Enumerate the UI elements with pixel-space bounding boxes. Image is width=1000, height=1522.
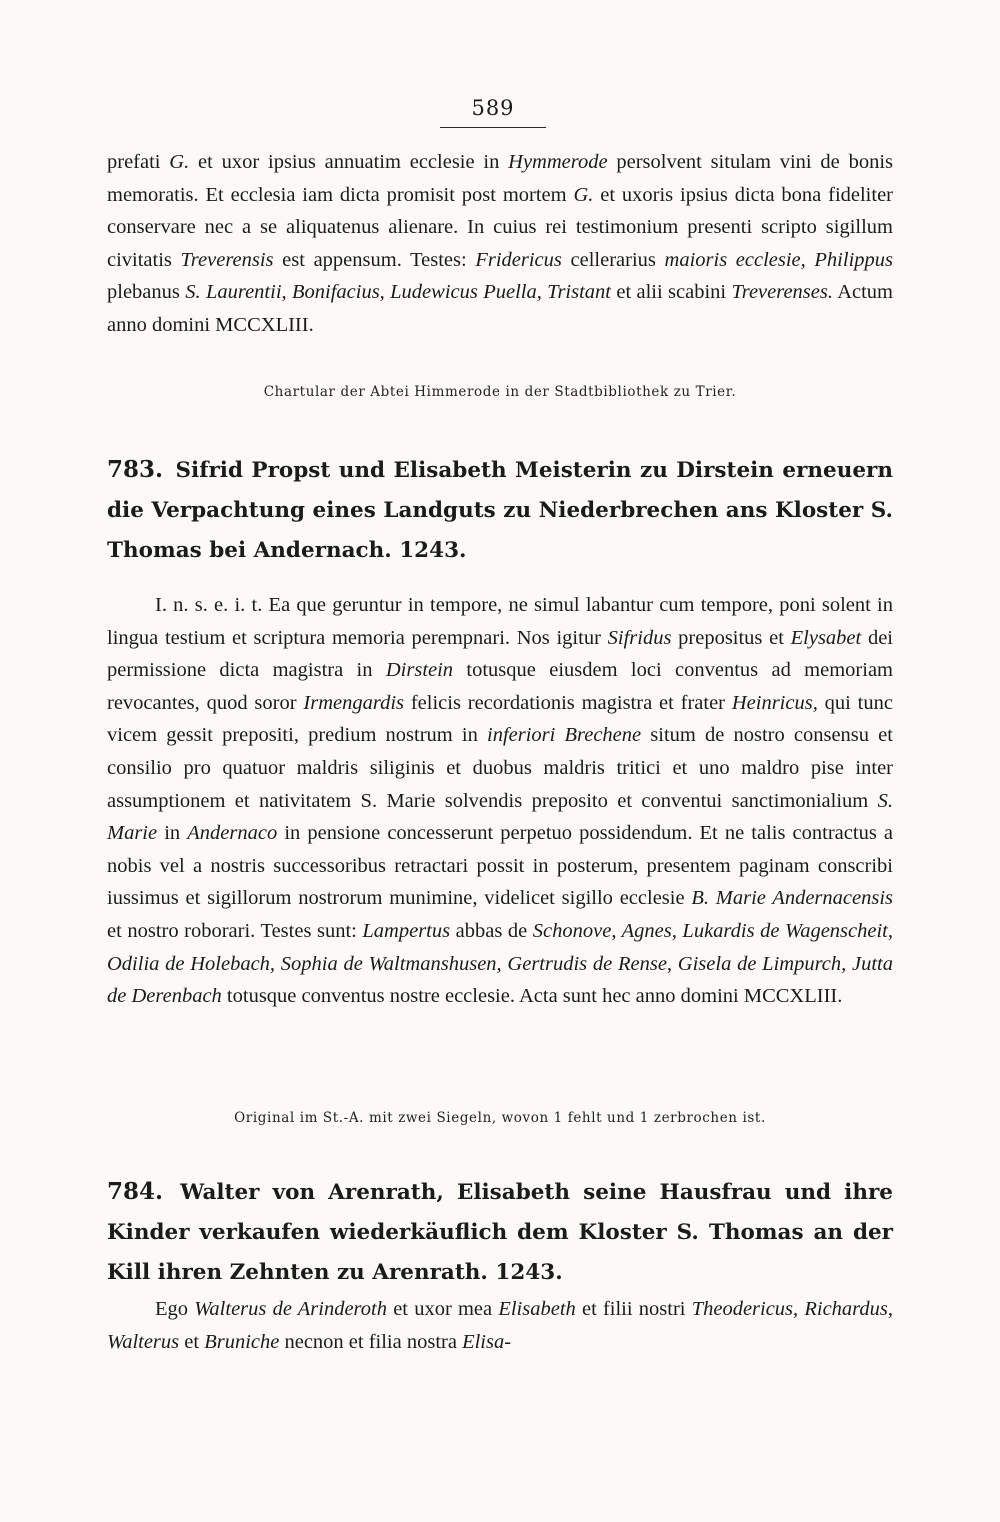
page-number: 589 [471,96,515,120]
document-784-heading [107,1172,893,1293]
document-784-number: 784. [107,1178,164,1205]
page-number-rule [440,127,546,128]
document-783-number: 783. [107,456,164,483]
document-784-title: Walter von Arenrath, Elisabeth seine Hausfrau und ihre Kinder verkaufen wiederkäuflich dem Kloster S. Thomas an der Kill ihren Zehnten zu Arenrath. 1243. [107,1180,893,1285]
document-783-title: Sifrid Propst und Elisabeth Meisterin zu Dirstein erneuern die Verpachtung eines Landguts zu Niederbrechen ans Kloster S. Thomas bei Andernach. 1243. [107,458,893,563]
source-note-original: Original im St.-A. mit zwei Siegeln, wovon 1 fehlt und 1 zerbrochen ist. [234,1110,766,1126]
document-784-body: Ego Walterus de Arinderoth et uxor mea Elisabeth et filii nostri Theodericus, Richardus, Walterus et Bruniche necnon et filia nostra Elisa- [107,1298,894,1353]
document-783-heading [107,450,893,571]
document-783-body: I. n. s. e. i. t. Ea que geruntur in tempore, ne simul labantur cum tempore, poni solent in lingua testium et scriptura memoria perempnari. Nos igitur Sifridus prepositus et Elysabet dei permissione dicta magistra in Dirstein totusque eiusdem loci conventus ad memoriam revocantes, quod soror Irmengardis felicis recordationis magistra et frater Heinricus, qui tunc vicem gessit prepositi, predium nostrum in inferiori Brechene situm de nostro consensu et consilio pro quatuor maldris siliginis et duobus maldris tritici et uno maldro pise inter assumptionem et nativitatem S. Marie solvendis preposito et conventui sanctimonialium S. Marie in Andernaco in pensione concesserunt perpetuo possidendum. Et ne talis contractus a nobis vel a nostris successoribus retractari possit in posterum, presentem paginam conscribi iussimus et sigillorum nostrorum munimine, videlicet sigillo ecclesie B. Marie Andernacensis et nostro roborari. Testes sunt: Lampertus abbas de Schonove, Agnes, Lukardis de Wagenscheit, Odilia de Holebach, Sophia de Waltmanshusen, Gertrudis de Rense, Gisela de Limpurch, Jutta de Derenbach totusque conventus nostre ecclesie. Acta sunt hec anno domini MCCXLIII. [107,594,894,1008]
paragraph-continued-charter: prefati G. et uxor ipsius annuatim ecclesie in Hymmerode persolvent situlam vini de bonis memoratis. Et ecclesia iam dicta promisit post mortem G. et uxoris ipsius dicta bona fideliter conservare nec a se aliquatenus alienare. In cuius rei testimonium presenti scripto sigillum civitatis Treverensis est appensum. Testes: Fridericus cellerarius maioris ecclesie, Philippus plebanus S. Laurentii, Bonifacius, Ludewicus Puella, Tristant et alii scabini Treverenses. Actum anno domini MCCXLIII. [107,151,893,336]
source-note-cartulary: Chartular der Abtei Himmerode in der Stadtbibliothek zu Trier. [263,384,737,400]
